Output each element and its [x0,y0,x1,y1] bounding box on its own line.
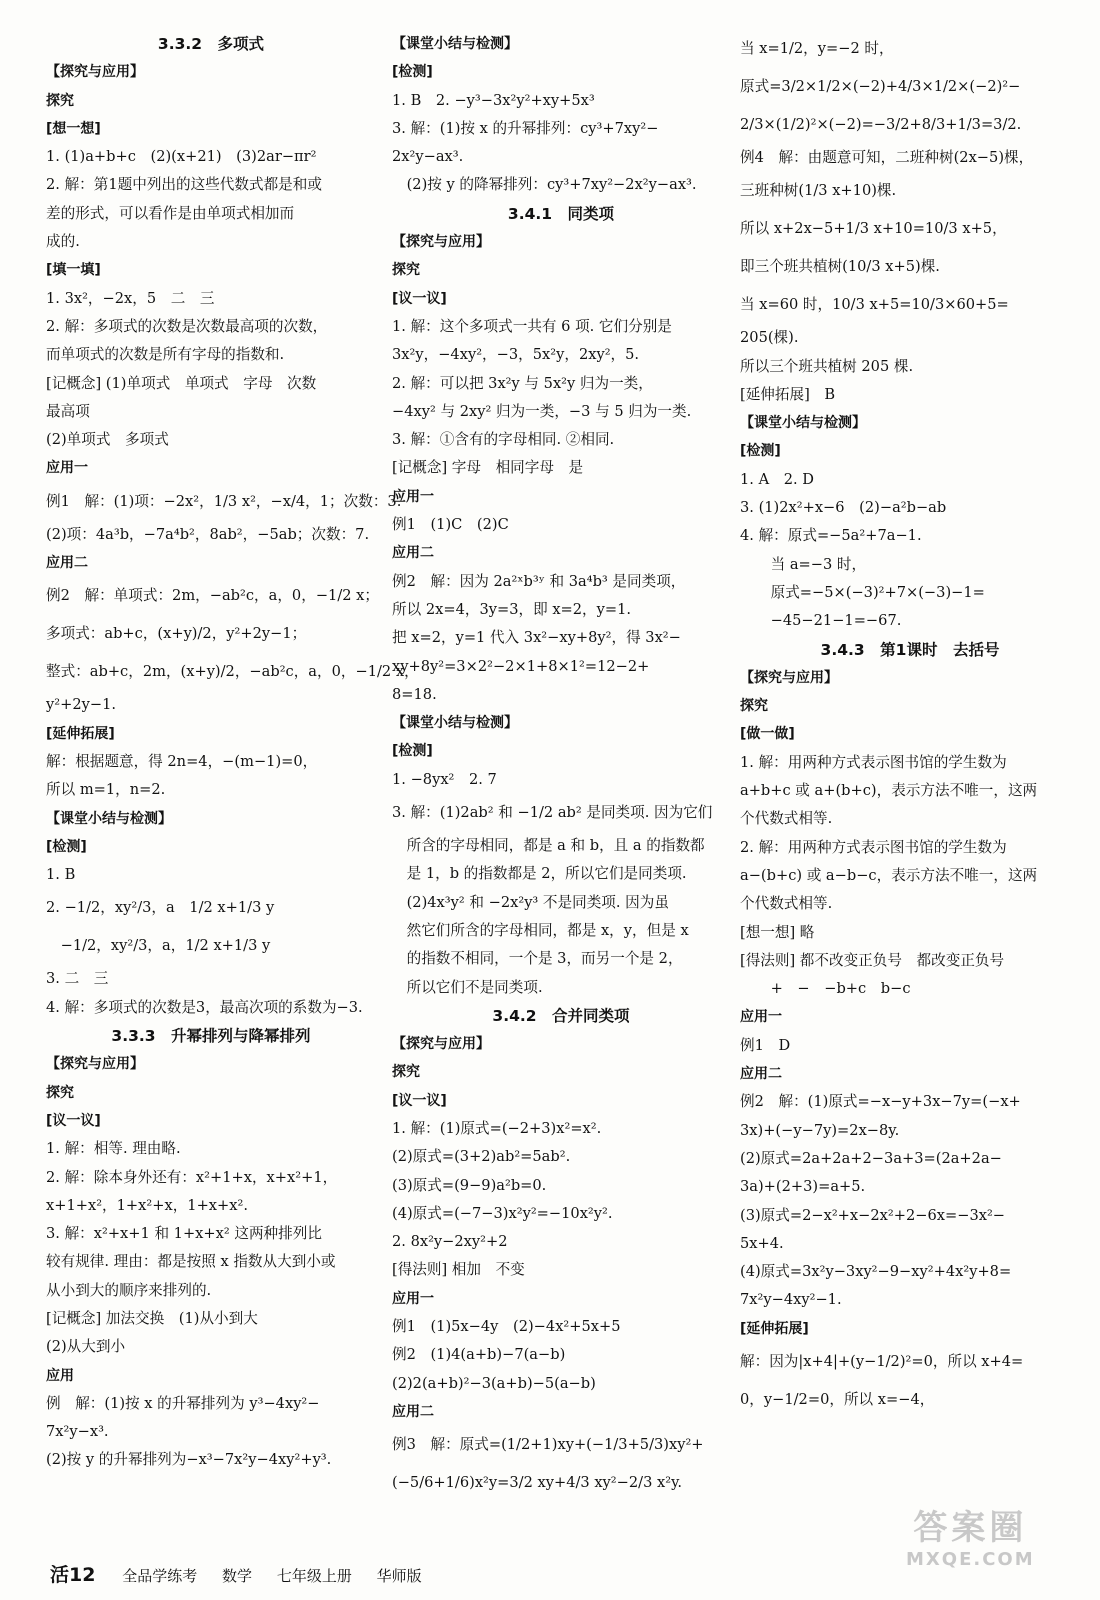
section-title: 3.4.2 合并同类项 [492,1006,630,1025]
text-line: (2)项：4a³b，−7a⁴b²，8ab²，−5ab；次数：7. [46,525,370,543]
text-line: 1. 解：(1)原式=(−2+3)x²=x². [392,1119,602,1137]
text-line: 1. B [46,866,76,884]
subsection-label: 应用 [46,1367,74,1384]
section-heading: 【课堂小结与检测】 [392,36,518,52]
text-line: 1. B 2. −y³−3x²y²+xy+5x³ [392,91,595,109]
subsection-label: 应用一 [740,1009,782,1026]
text-line: 3a)+(2+3)=a+5. [740,1178,866,1196]
book-edition: 华师版 [376,1567,422,1585]
watermark-text: 答案圈 [913,1508,1028,1548]
text-line: 1. A 2. D [740,470,814,488]
text-line: (2)原式=2a+2a+2−3a+3=(2a+2a− [740,1149,1002,1167]
text-line: 当 x=1/2，y=−2 时， [740,40,894,57]
text-line: 1. 解：用两种方式表示图书馆的学生数为 [740,753,1007,771]
subsection-label: [议一议] [392,290,447,307]
subsection-label: [填一填] [46,262,101,279]
text-line: (4)原式=3x²y−3xy²−9−xy²+4x²y+8= [740,1263,1012,1281]
text-line: 7x²y−4xy²−1. [740,1291,842,1309]
text-line: 解：根据题意，得 2n=4，−(m−1)=0， [46,752,318,770]
text-line: 所以 2x=4，3y=3，即 x=2，y=1. [392,600,632,618]
section-heading: 【课堂小结与检测】 [46,810,172,827]
text-line: 4. 解：多项式的次数是3，最高次项的系数为−3. [46,998,363,1016]
text-line: 原式=−5×(−3)²+7×(−3)−1= [756,583,985,601]
text-line: x+1+x²，1+x²+x，1+x+x². [46,1196,248,1214]
subsection-label: [检测] [740,443,781,460]
text-line: 1. −8yx² 2. 7 [392,770,497,788]
text-line: 2. 解：除本身外还有：x²+1+x，x+x²+1， [46,1168,338,1186]
section-heading: 【探究与应用】 [46,1056,144,1073]
text-line: 所以它们不是同类项. [392,978,543,996]
text-line: 2. 解：可以把 3x²y 与 5x²y 归为一类， [392,374,653,392]
text-line: 3. 解：x²+x+1 和 1+x+x² 这两种排列比 [46,1225,322,1243]
text-line: 多项式：ab+c，(x+y)/2，y²+2y−1； [46,625,307,643]
text-line: 3. (1)2x²+x−6 (2)−a²b−ab [740,499,947,517]
subsection-label: 探究 [46,1084,74,1101]
text-line: 1. 3x²，−2x，5 二 三 [46,289,215,307]
text-line: [得法则] 都不改变正负号 都改变正负号 [740,951,1005,969]
text-line: −1/2，xy²/3，a，1/2 x+1/3 y [46,937,271,955]
section-heading: 【探究与应用】 [392,1036,490,1053]
text-line: (2)单项式 多项式 [46,431,169,449]
subsection-label: 探究 [392,1064,420,1081]
subsection-label: [议一议] [46,1112,101,1129]
text-line: 所含的字母相同，都是 a 和 b，且 a 的指数都 [392,837,705,855]
text-line: 差的形式，可以看作是由单项式相加而 [46,204,295,222]
subsection-label: 应用二 [392,545,434,562]
text-line: 例1 (1)C (2)C [392,516,509,534]
page-number: 活12 [50,1564,96,1586]
text-line: a−(b+c) 或 a−b−c，表示方法不唯一，这两 [740,866,1038,884]
text-line: (4)原式=(−7−3)x²y²=−10x²y². [392,1204,613,1222]
book-grade: 七年级上册 [276,1567,352,1585]
text-line: 8=18. [392,685,437,703]
text-line: 所以 m=1，n=2. [46,781,166,799]
section-title: 3.3.2 多项式 [157,35,265,53]
section-title: 3.4.3 第1课时 去括号 [820,640,1000,659]
subsection-label: [延伸拓展] [46,725,115,742]
text-line: 3x)+(−y−7y)=2x−8y. [740,1121,900,1139]
text-line: (2)4x³y² 和 −2x²y³ 不是同类项. 因为虽 [392,893,669,911]
text-line: 3. 解：(1)2ab² 和 −1/2 ab² 是同类项. 因为它们 [392,804,713,822]
text-line: (2)原式=(3+2)ab²=5ab². [392,1148,571,1166]
text-line: 2. −1/2，xy²/3，a 1/2 x+1/3 y [46,899,275,917]
section-heading: 【探究与应用】 [46,64,144,81]
subsection-label: [检测] [46,838,87,855]
text-line: xy+8y²=3×2²−2×1+8×1²=12−2+ [392,657,650,675]
text-line: 最高项 [46,402,90,420]
text-line: 所以三个班共植树 205 棵. [740,357,914,375]
watermark-url: MXQE.COM [906,1549,1035,1570]
text-line: −45−21−1=−67. [756,612,902,630]
text-line: 2x²y−ax³. [392,148,464,166]
text-line: [记概念] 加法交换 (1)从小到大 [46,1309,258,1327]
text-line: −4xy² 与 2xy² 归为一类，−3 与 5 归为一类. [392,402,692,420]
text-line: 例1 D [740,1036,791,1054]
subsection-label: 探究 [740,698,768,715]
text-line: 4. 解：原式=−5a²+7a−1. [740,527,922,545]
text-line: (2)2(a+b)²−3(a+b)−5(a−b) [392,1374,596,1392]
text-line: [想一想] 略 [740,923,815,941]
section-heading: 【课堂小结与检测】 [392,715,518,732]
text-line: 2. 8x²y−2xy²+2 [392,1233,508,1251]
text-line: [记概念] (1)单项式 单项式 字母 次数 [46,374,317,392]
column-right [740,30,1080,1419]
subsection-label: 应用二 [46,555,88,572]
text-line: 从小到大的顺序来排列的. [46,1281,212,1299]
text-line: (2)从大到小 [46,1338,126,1356]
text-line: [延伸拓展] B [740,385,836,403]
book-subject: 数学 [222,1567,253,1585]
text-line: 所以 x+2x−5+1/3 x+10=10/3 x+5， [740,220,1007,238]
text-line: 例3 解：原式=(1/2+1)xy+(−1/3+5/3)xy²+ [392,1436,704,1454]
text-line: 2. 解：第1题中列出的这些代数式都是和或 [46,176,322,194]
book-title: 全品学练考 [122,1567,198,1585]
text-line: 当 x=60 时，10/3 x+5=10/3×60+5= [740,296,1009,314]
text-line: y²+2y−1. [46,696,117,714]
section-title: 3.4.1 同类项 [507,204,615,223]
page-footer [50,1560,442,1587]
text-line: 例1 解：(1)项：−2x²，1/3 x²，−x/4，1；次数：3. [46,492,402,510]
text-line: 1. 解：相等. 理由略. [46,1140,181,1158]
text-line: 2. 解：用两种方式表示图书馆的学生数为 [740,838,1007,856]
subsection-label: 探究 [392,262,420,279]
section-heading: 【探究与应用】 [740,669,838,686]
text-line: 例1 (1)5x−4y (2)−4x²+5x+5 [392,1318,621,1336]
text-line: 个代数式相等. [740,810,833,828]
text-line: 1. (1)a+b+c (2)(x+21) (3)2ar−πr² [46,148,317,166]
text-line: 当 a=−3 时， [756,555,867,573]
text-line: 例 解：(1)按 x 的升幂排列为 y³−4xy²− [46,1394,320,1412]
text-line: 例2 解：单项式：2m，−ab²c，a，0，−1/2 x； [46,587,379,605]
text-line: [记概念] 字母 相同字母 是 [392,459,584,477]
text-line: 原式=3/2×1/2×(−2)+4/3×1/2×(−2)²− [740,78,1021,95]
text-line: 例4 解：由题意可知，二班种树(2x−5)棵， [740,149,1034,166]
text-line: 2/3×(1/2)²×(−2)=−3/2+8/3+1/3=3/2. [740,116,1022,133]
text-line: [得法则] 相加 不变 [392,1261,525,1279]
text-line: 5x+4. [740,1234,784,1252]
text-line: (3)原式=2−x²+x−2x²+2−6x=−3x²− [740,1206,1006,1224]
subsection-label: 应用二 [392,1403,434,1420]
text-line: 1. 解：这个多项式一共有 6 项. 它们分别是 [392,317,672,335]
text-line: 2. 解：多项式的次数是次数最高项的次数， [46,317,328,335]
text-line: 3. 解：①含有的字母相同. ②相同. [392,431,615,449]
text-line: 例2 (1)4(a+b)−7(a−b) [392,1346,566,1364]
section-title: 3.3.3 升幂排列与降幂排列 [111,1027,311,1046]
subsection-label: [检测] [392,743,433,760]
subsection-label: [议一议] [392,1092,447,1109]
subsection-label: 应用一 [46,460,88,477]
column-middle [392,30,730,1502]
text-line: 而单项式的次数是所有字母的指数和. [46,346,285,364]
text-line: 即三个班共植树(10/3 x+5)棵. [740,258,940,276]
text-line: 例2 解：因为 2a²ˣb³ʸ 和 3a⁴b³ 是同类项， [392,572,686,590]
subsection-label: 应用一 [392,1290,434,1307]
text-line: 3x²y，−4xy²，−3，5x²y，2xy²，5. [392,346,640,364]
text-line: 3. 解：(1)按 x 的升幂排列：cy³+7xy²− [392,119,659,137]
watermark-logo [906,1500,1035,1570]
subsection-label: [延伸拓展] [740,1320,809,1337]
text-line: 7x²y−x³. [46,1423,109,1441]
text-line: 个代数式相等. [740,895,833,913]
subsection-label: [想一想] [46,120,101,137]
text-line: 较有规律. 理由：都是按照 x 指数从大到小或 [46,1253,336,1271]
text-line: 是 1，b 的指数都是 2，所以它们是同类项. [392,865,687,883]
text-line: 例2 解：(1)原式=−x−y+3x−7y=(−x+ [740,1093,1021,1111]
subsection-label: 应用一 [392,488,434,505]
text-line: 成的. [46,233,80,251]
text-line: a+b+c 或 a+(b+c)，表示方法不唯一，这两 [740,782,1038,800]
text-line: (−5/6+1/6)x²y=3/2 xy+4/3 xy²−2/3 x²y. [392,1474,683,1492]
text-line: (2)按 y 的降幂排列：cy³+7xy²−2x²y−ax³. [392,176,697,194]
text-line: 然它们所含的字母相同，都是 x，y，但是 x [392,921,689,939]
subsection-label: 应用二 [740,1066,782,1083]
subsection-label: [检测] [392,64,433,81]
text-line: 205(棵). [740,329,799,347]
text-line: + − −b+c b−c [756,980,911,998]
text-line: (2)按 y 的升幂排列为−x³−7x²y−4xy²+y³. [46,1451,332,1469]
subsection-label: [做一做] [740,726,795,743]
text-line: 整式：ab+c，2m，(x+y)/2，−ab²c，a，0，−1/2 x， [46,663,419,681]
text-line: 3. 二 三 [46,970,109,988]
text-line: 解：因为|x+4|+(y−1/2)²=0，所以 x+4= [740,1352,1024,1370]
subsection-label: 探究 [46,92,74,109]
text-line: 0，y−1/2=0，所以 x=−4， [740,1390,935,1408]
section-heading: 【探究与应用】 [392,234,490,251]
text-line: 三班种树(1/3 x+10)棵. [740,182,897,200]
text-line: 把 x=2，y=1 代入 3x²−xy+8y²，得 3x²− [392,629,681,647]
section-heading: 【课堂小结与检测】 [740,415,866,432]
text-line: 的指数不相同，一个是 3，而另一个是 2， [392,950,683,968]
text-line: (3)原式=(9−9)a²b=0. [392,1176,547,1194]
